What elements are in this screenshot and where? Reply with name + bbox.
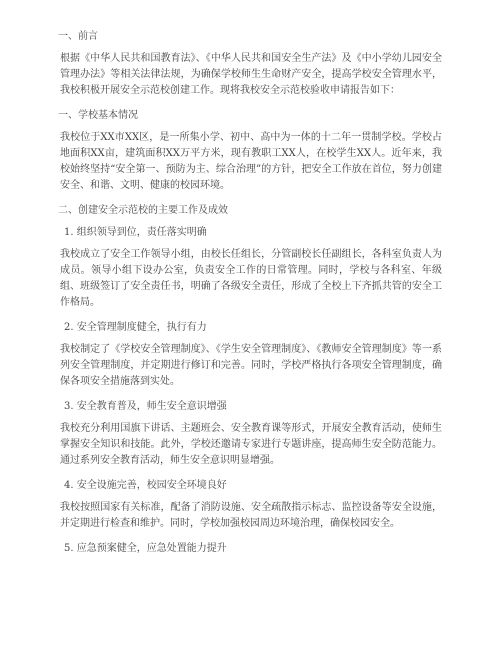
preface-paragraph: 根据《中华人民共和国教育法》、《中华人民共和国安全生产法》及《中小学幼儿园安全管理办法》等相关法律法规，为确保学校师生生命财产安全，提高学校安全管理水平，我校积极开展安全示范校创建工作。现将我校安全示范校验收申请报告如下： [60,53,442,96]
item-1-title: 1. 组织领导到位，责任落实明确 [64,227,207,238]
item-4-title: 4. 安全设施完善，校园安全环境良好 [64,480,227,491]
section-heading-preface: 一、前言 [58,31,98,42]
item-2-body: 我校制定了《学校安全管理制度》、《学生安全管理制度》、《教师安全管理制度》等一系列安全管理制度，并定期进行修订和完善。同时，学校严格执行各项安全管理制度，确保各项安全措施落到实处。 [60,344,442,387]
item-1-body: 我校成立了安全工作领导小组，由校长任组长，分管副校长任副组长，各科室负责人为成员。领导小组下设办公室，负责安全工作的日常管理。同时，学校与各科室、年级组、班级签订了安全责任书，明确了各级安全责任，形成了全校上下齐抓共管的安全工作格局。 [60,249,442,308]
item-3-body: 我校充分利用国旗下讲话、主题班会、安全教育课等形式，开展安全教育活动，使师生掌握安全知识和技能。此外，学校还邀请专家进行专题讲座，提高师生安全防范能力。通过系列安全教育活动，师生安全意识明显增强。 [60,423,442,466]
section-heading-main-work: 二、创建安全示范校的主要工作及成效 [58,205,228,216]
item-3-title: 3. 安全教育普及，师生安全意识增强 [64,401,227,412]
section-heading-basic-info: 一、学校基本情况 [58,110,138,121]
item-4-body: 我校按照国家有关标准，配备了消防设施、安全疏散指示标志、监控设备等安全设施，并定期进行检查和维护。同时，学校加强校园周边环境治理，确保校园安全。 [60,502,442,529]
basic-info-paragraph: 我校位于XX市XX区，是一所集小学、初中、高中为一体的十二年一贯制学校。学校占地面积XX亩，建筑面积XX万平方米，现有教职工XX人，在校学生XX人。近年来，我校始终坚持“安全第一、预防为主、综合治理”的方针，把安全工作放在首位，努力创建安全、和谐、文明、健康的校园环境。 [60,132,442,191]
item-2-title: 2. 安全管理制度健全，执行有力 [64,322,207,333]
item-5-title: 5. 应急预案健全，应急处置能力提升 [64,543,227,554]
